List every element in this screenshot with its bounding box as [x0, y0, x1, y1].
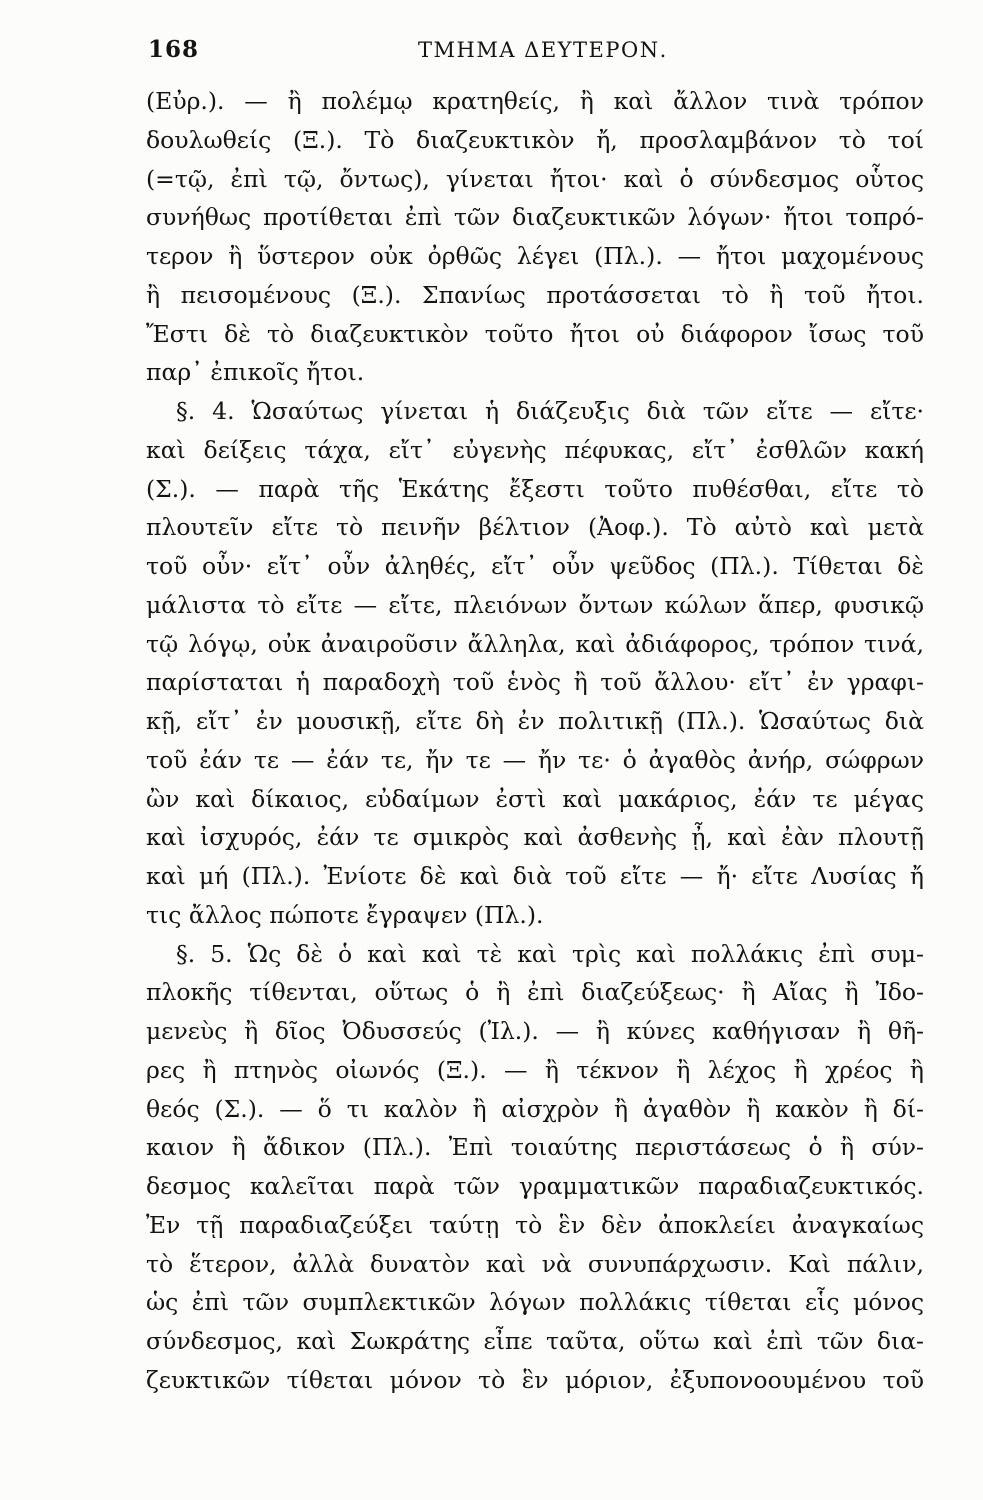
text-line: ἢ πεισομένους (Ξ.). Σπανίως προτάσσεται τὸ ἢ τοῦ ἤτοι. [146, 280, 924, 309]
text-line: θεός (Σ.). — ὅ τι καλὸν ἢ αἰσχρὸν ἢ ἀγαθὸν ἢ κακὸν ἢ δί- [146, 1094, 924, 1123]
text-line: ζευκτικῶν τίθεται μόνον τὸ ἓν μόριον, ἐξυπονοουμένου τοῦ [146, 1365, 924, 1394]
text-line: πλουτεῖν εἴτε τὸ πεινῆν βέλτιον (Ἀοφ.). Τὸ αὐτὸ καὶ μετὰ [146, 513, 924, 542]
section-title: ΤΜΗΜΑ ΔΕΥΤΕΡΟΝ. [418, 38, 668, 62]
paragraph-start: §. 5. Ὡς δὲ ὁ καὶ καὶ τὲ καὶ τρὶς καὶ πολλάκις ἐπὶ συμ- [176, 939, 924, 968]
text-line: πλοκῆς τίθενται, οὕτως ὁ ἢ ἐπὶ διαζεύξεως· ἢ Αἴας ἢ Ἰδο- [146, 978, 924, 1007]
text-line: τῷ λόγῳ, οὐκ ἀναιροῦσιν ἄλληλα, καὶ ἀδιάφορος, τρόπον τινά, [146, 629, 924, 658]
text-line: τοῦ ἐάν τε — ἐάν τε, ἤν τε — ἤν τε· ὁ ἀγαθὸς ἀνήρ, σώφρων [146, 745, 924, 774]
text-line: ὡς ἐπὶ τῶν συμπλεκτικῶν λόγων πολλάκις τίθεται εἷς μόνος [146, 1288, 924, 1317]
text-line: (=τῷ, ἐπὶ τῷ, ὄντως), γίνεται ἤτοι· καὶ ὁ σύνδεσμος οὗτος [146, 164, 924, 193]
text-line: καὶ ἰσχυρός, ἐάν τε σμικρὸς καὶ ἀσθενὴς ᾖ, καὶ ἐὰν πλουτῇ [146, 823, 924, 852]
paragraph-start: §. 4. Ὡσαύτως γίνεται ἡ διάζευξις διὰ τῶν εἴτε — εἴτε· [176, 397, 924, 425]
page-number: 168 [148, 36, 200, 63]
text-line: παρ᾿ ἐπικοῖς ἤτοι. [146, 358, 365, 387]
text-line: Ἔστι δὲ τὸ διαζευκτικὸν τοῦτο ἤτοι οὐ διάφορον ἴσως τοῦ [146, 319, 924, 348]
text-line: παρίσταται ἡ παραδοχὴ τοῦ ἑνὸς ἢ τοῦ ἄλλου· εἴτ᾿ ἐν γραφι- [146, 668, 924, 697]
text-line: σύνδεσμος, καὶ Σωκράτης εἶπε ταῦτα, οὕτω καὶ ἐπὶ τῶν δια- [146, 1327, 924, 1355]
body-text [146, 82, 924, 1400]
text-line: (Σ.). — παρὰ τῆς Ἑκάτης ἔξεστι τοῦτο πυθέσθαι, εἴτε τὸ [146, 474, 924, 503]
running-head [148, 36, 918, 66]
text-line: μάλιστα τὸ εἴτε — εἴτε, πλειόνων ὄντων κώλων ἅπερ, φυσικῷ [146, 590, 924, 619]
text-line: συνήθως προτίθεται ἐπὶ τῶν διαζευκτικῶν λόγων· ἤτοι τοπρό- [146, 203, 924, 232]
text-line: ὢν καὶ δίκαιος, εὐδαίμων ἐστὶ καὶ μακάριος, ἐάν τε μέγας [146, 784, 924, 813]
text-line: τοῦ οὖν· εἴτ᾿ οὖν ἀληθές, εἴτ᾿ οὖν ψεῦδος (Πλ.). Τίθεται δὲ [146, 552, 924, 580]
text-line: δουλωθείς (Ξ.). Τὸ διαζευκτικὸν ἤ, προσλαμβάνον τὸ τοί [146, 125, 924, 154]
text-line: μενεὺς ἢ δῖος Ὀδυσσεύς (Ἰλ.). — ἢ κύνες καθήγισαν ἢ θῆ- [146, 1017, 924, 1045]
text-line: τερον ἢ ὕστερον οὐκ ὀρθῶς λέγει (Πλ.). — ἤτοι μαχομένους [146, 242, 924, 270]
text-line: καὶ δείξεις τάχα, εἴτ᾿ εὐγενὴς πέφυκας, εἴτ᾿ ἐσθλῶν κακή [146, 435, 924, 464]
text-line: Ἐν τῇ παραδιαζεύξει ταύτῃ τὸ ἓν δὲν ἀποκλείει ἀναγκαίως [146, 1210, 924, 1239]
text-line: δεσμος καλεῖται παρὰ τῶν γραμματικῶν παραδιαζευκτικός. [146, 1172, 924, 1200]
text-line: κῇ, εἴτ᾿ ἐν μουσικῇ, εἴτε δὴ ἐν πολιτικῇ (Πλ.). Ὡσαύτως διὰ [146, 707, 924, 735]
text-line: τις ἄλλος πώποτε ἔγραψεν (Πλ.). [146, 900, 544, 929]
text-line: (Εὐρ.). — ἢ πολέμῳ κρατηθείς, ἢ καὶ ἄλλον τινὰ τρόπον [146, 87, 924, 115]
text-line: τὸ ἕτερον, ἀλλὰ δυνατὸν καὶ νὰ συνυπάρχωσιν. Καὶ πάλιν, [146, 1249, 924, 1278]
text-line: καιον ἢ ἄδικον (Πλ.). Ἐπὶ τοιαύτης περιστάσεως ὁ ἢ σύν- [146, 1133, 924, 1162]
text-line: καὶ μή (Πλ.). Ἐνίοτε δὲ καὶ διὰ τοῦ εἴτε — ἤ· εἴτε Λυσίας ἤ [146, 862, 924, 890]
text-line: ρες ἢ πτηνὸς οἰωνός (Ξ.). — ἢ τέκνον ἢ λέχος ἢ χρέος ἢ [146, 1055, 924, 1084]
